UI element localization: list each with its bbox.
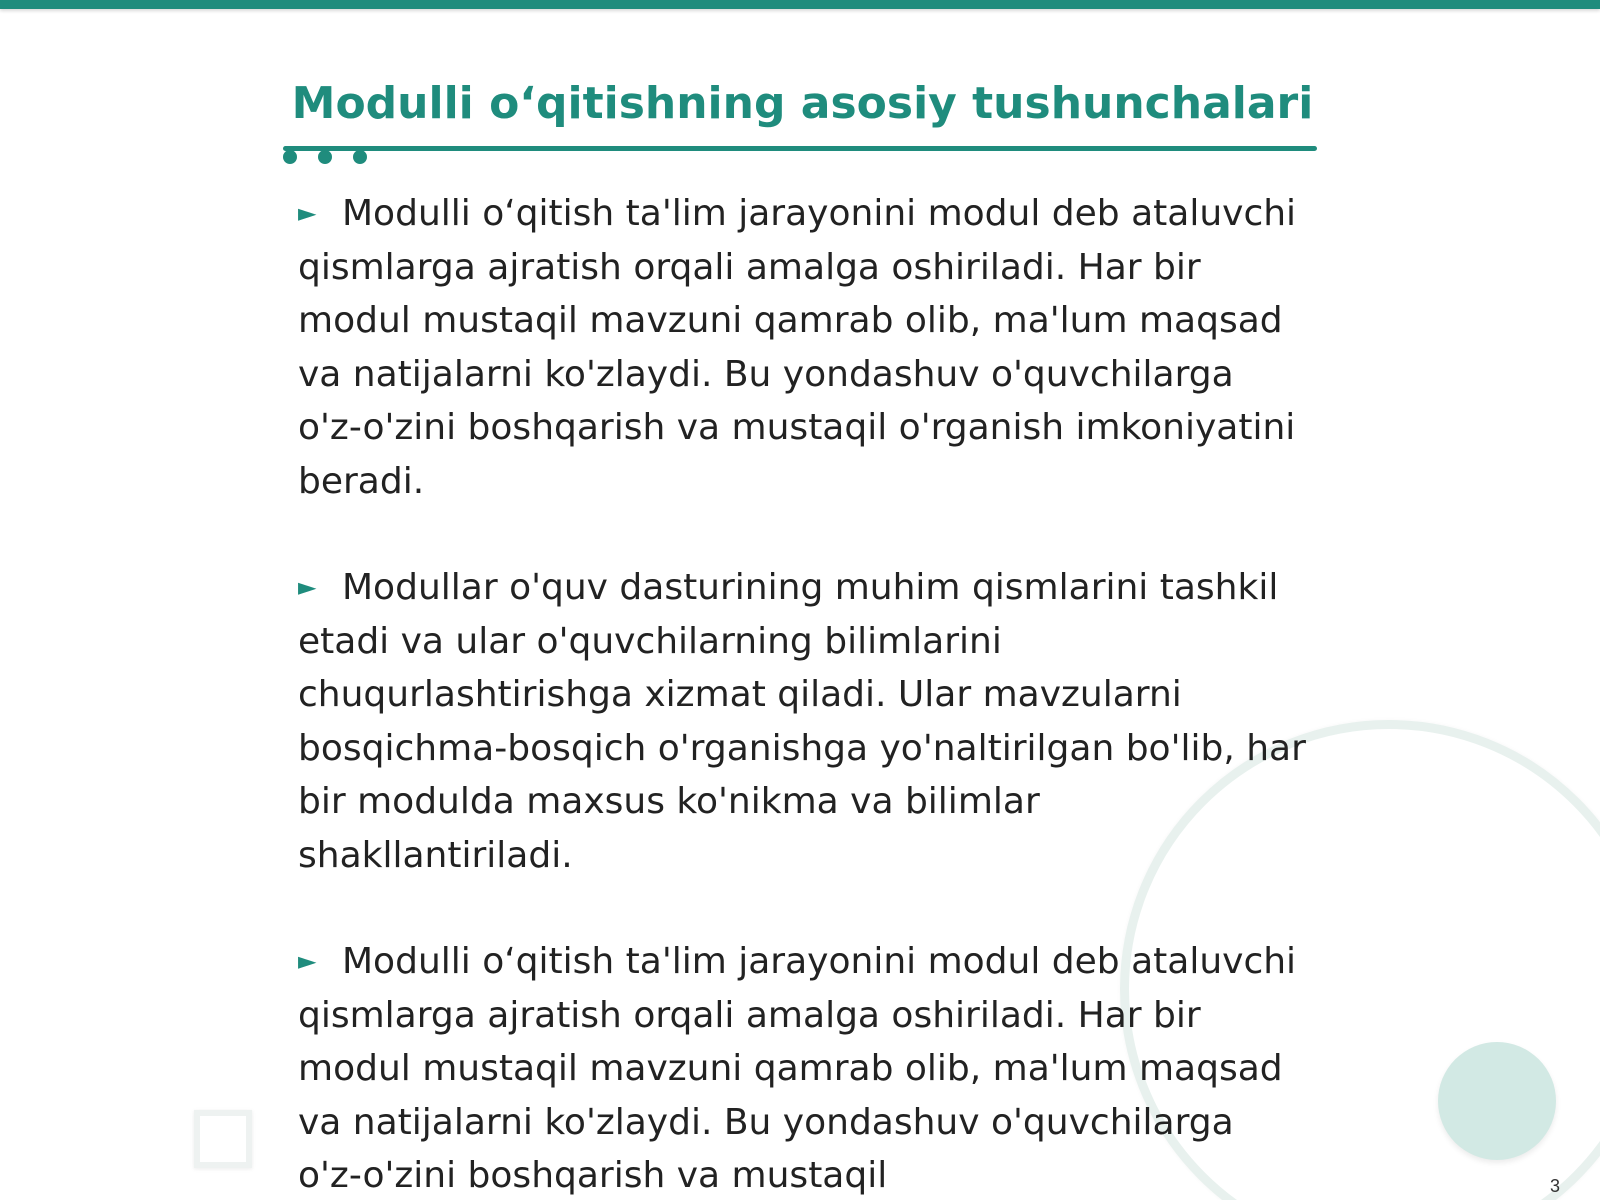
paragraph-text: Modulli o‘qitish ta'lim jarayonini modul deb ataluvchi qismlarga ajratish orqali amalga oshiriladi. Har bir modul mustaqil mavzuni qamrab olib, ma'lum maqsad va natijalarni ko'zlaydi. Bu yondashuv o'quvchilarga o'z-o'zini boshqarish va mustaqil o'rganish imkoniyatini beradi.	[298, 193, 1297, 502]
bullet-paragraph-2	[298, 561, 1308, 882]
triangle-bullet-icon: ►	[298, 573, 317, 601]
bullet-paragraph-1	[298, 187, 1308, 508]
bullet-list	[298, 187, 1308, 1200]
bullet-paragraph-3	[298, 935, 1308, 1200]
decorative-dot-2	[318, 150, 332, 164]
triangle-bullet-icon: ►	[298, 199, 317, 227]
page-number: 3	[1550, 1176, 1561, 1196]
paragraph-text: Modulli o‘qitish ta'lim jarayonini modul deb ataluvchi qismlarga ajratish orqali amalga oshiriladi. Har bir modul mustaqil mavzuni qamrab olib, ma'lum maqsad va natijalarni ko'zlaydi. Bu yondashuv o'quvchilarga o'z-o'zini boshqarish va mustaqil	[298, 941, 1297, 1196]
top-accent-bar	[0, 0, 1600, 9]
decorative-circle	[1438, 1042, 1556, 1160]
triangle-bullet-icon: ►	[298, 947, 317, 975]
slide-title: Modulli o‘qitishning asosiy tushunchalari	[291, 78, 1314, 129]
decorative-dot-1	[283, 150, 297, 164]
paragraph-text: Modullar o'quv dasturining muhim qismlarini tashkil etadi va ular o'quvchilarning bilimlarini chuqurlashtirishga xizmat qiladi. Ular mavzularni bosqichma-bosqich o'rganishga yo'naltirilgan bo'lib, har bir modulda maxsus ko'nikma va bilimlar shakllantiriladi.	[298, 567, 1306, 876]
title-underline	[283, 146, 1317, 151]
decorative-dot-3	[353, 150, 367, 164]
decorative-square	[194, 1110, 252, 1168]
